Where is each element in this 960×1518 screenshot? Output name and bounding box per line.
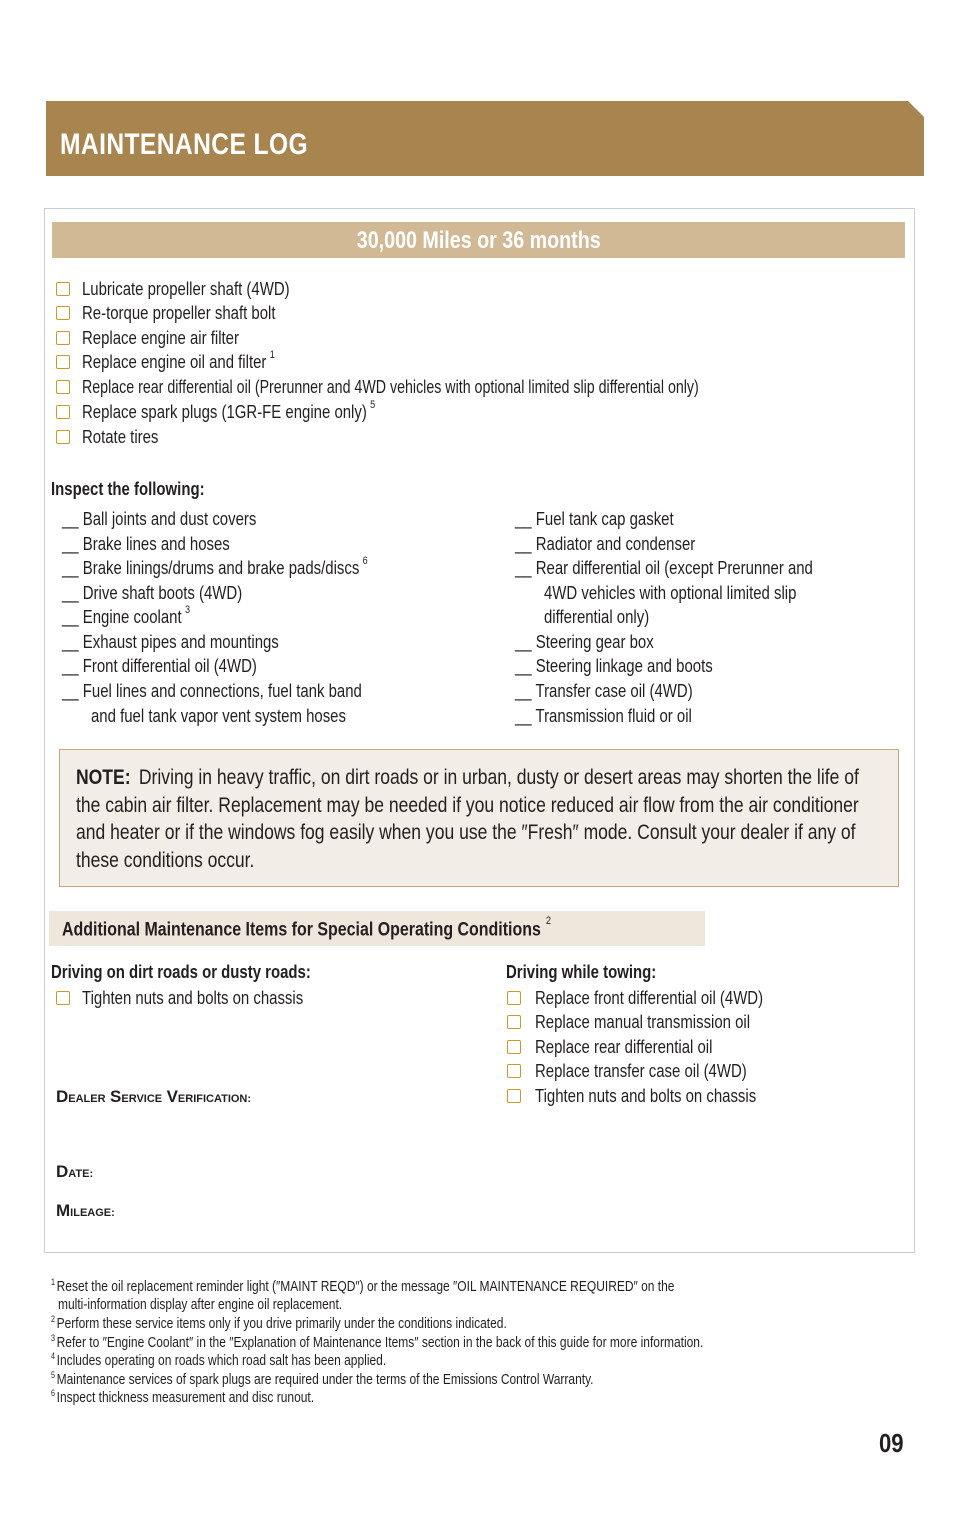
checkbox-icon[interactable]: [56, 282, 70, 296]
checkbox-icon[interactable]: [507, 1089, 521, 1103]
checklist-item: Lubricate propeller shaft (4WD): [82, 279, 290, 299]
inspect-item: __ Drive shaft boots (4WD): [62, 583, 243, 603]
inspect-item: __ Transmission fluid or oil: [515, 706, 692, 726]
footnote: $^6$ Inspect thickness measurement and disc runout.: [51, 1388, 315, 1406]
checklist-item: Rotate tires: [82, 427, 159, 447]
inspect-item: __ Engine coolant $^3$: [62, 604, 191, 627]
towing-item: Replace transfer case oil (4WD): [535, 1061, 747, 1081]
date-label: DATE:: [56, 1162, 94, 1181]
inspect-item: __ Radiator and condenser: [515, 534, 696, 554]
checkbox-icon[interactable]: [56, 331, 70, 345]
special-conditions-title: Additional Maintenance Items for Special Operating Conditions $^2$: [62, 915, 552, 941]
checklist-item: Re-torque propeller shaft bolt: [82, 303, 276, 323]
checkbox-icon[interactable]: [56, 991, 70, 1005]
inspect-item-continued: 4WD vehicles with optional limited slip: [544, 583, 797, 603]
footnote: $^2$ Perform these service items only if you drive primarily under the conditions indicated.: [51, 1314, 507, 1332]
checklist-item: Replace engine oil and filter $^1$: [82, 349, 275, 372]
checkbox-icon[interactable]: [56, 405, 70, 419]
checkbox-icon[interactable]: [56, 306, 70, 320]
checklist-item: Replace spark plugs (1GR-FE engine only) $^5$: [82, 399, 376, 422]
dealer-verification-label: DEALER SERVICE VERIFICATION:: [56, 1087, 252, 1106]
towing-item: Replace manual transmission oil: [535, 1012, 751, 1032]
dirt-roads-item: Tighten nuts and bolts on chassis: [82, 988, 304, 1008]
footnote: $^1$ Reset the oil replacement reminder light (″MAINT REQD″) or the message ″OIL MAINTENANCE REQUIRED″ on the: [51, 1277, 675, 1295]
towing-item: Replace rear differential oil: [535, 1037, 713, 1057]
inspect-item: __ Fuel tank cap gasket: [515, 509, 674, 529]
page-number: 09: [879, 1428, 904, 1458]
inspect-item: __ Steering linkage and boots: [515, 656, 713, 676]
checkbox-icon[interactable]: [507, 1015, 521, 1029]
checkbox-icon[interactable]: [56, 380, 70, 394]
checkbox-icon[interactable]: [56, 355, 70, 369]
footnote: $^3$ Refer to ″Engine Coolant″ in the ″Explanation of Maintenance Items″ section in the back of this guide for more information.: [51, 1333, 704, 1351]
inspect-item: __ Ball joints and dust covers: [62, 509, 257, 529]
checkbox-icon[interactable]: [56, 430, 70, 444]
towing-item: Replace front differential oil (4WD): [535, 988, 764, 1008]
inspect-item: __ Exhaust pipes and mountings: [62, 632, 279, 652]
inspect-item: __ Steering gear box: [515, 632, 654, 652]
inspect-item: __ Brake linings/drums and brake pads/discs $^6$: [62, 555, 368, 578]
footnote: $^5$ Maintenance services of spark plugs are required under the terms of the Emissions Control Warranty.: [51, 1370, 594, 1388]
inspect-item: __ Transfer case oil (4WD): [515, 681, 693, 701]
checkbox-icon[interactable]: [507, 991, 521, 1005]
page-title: MAINTENANCE LOG: [60, 128, 309, 161]
inspect-item: __ Brake lines and hoses: [62, 534, 230, 554]
inspect-item-continued: and fuel tank vapor vent system hoses: [91, 706, 346, 726]
checkbox-icon[interactable]: [507, 1064, 521, 1078]
inspect-item-continued: differential only): [544, 607, 650, 627]
mileage-label: MILEAGE:: [56, 1201, 115, 1220]
footnote: multi-information display after engine oil replacement.: [58, 1296, 343, 1313]
checklist-item: Replace rear differential oil (Prerunner and 4WD vehicles with optional limited slip differential only): [82, 377, 699, 397]
inspect-item: __ Fuel lines and connections, fuel tank band: [62, 681, 362, 701]
checklist-item: Replace engine air filter: [82, 328, 239, 348]
note-text: NOTE: Driving in heavy traffic, on dirt roads or in urban, dusty or desert areas may shorten the life of the cabin air filter. Replacement may be needed if you notice reduced air flow from the air conditioner and heater or if the windows fog easily when you use the ″Fresh″ mode. Consult your dealer if any of these conditions occur.: [76, 766, 859, 872]
interval-heading: 30,000 Miles or 36 months: [52, 222, 905, 258]
footnote: $^4$ Includes operating on roads which road salt has been applied.: [51, 1351, 387, 1369]
dirt-roads-heading: Driving on dirt roads or dusty roads:: [51, 962, 311, 982]
towing-heading: Driving while towing:: [506, 962, 657, 982]
inspect-item: __ Front differential oil (4WD): [62, 656, 257, 676]
inspect-heading: Inspect the following:: [51, 479, 205, 499]
checkbox-icon[interactable]: [507, 1040, 521, 1054]
towing-item: Tighten nuts and bolts on chassis: [535, 1086, 757, 1106]
inspect-item: __ Rear differential oil (except Prerunner and: [515, 558, 813, 578]
